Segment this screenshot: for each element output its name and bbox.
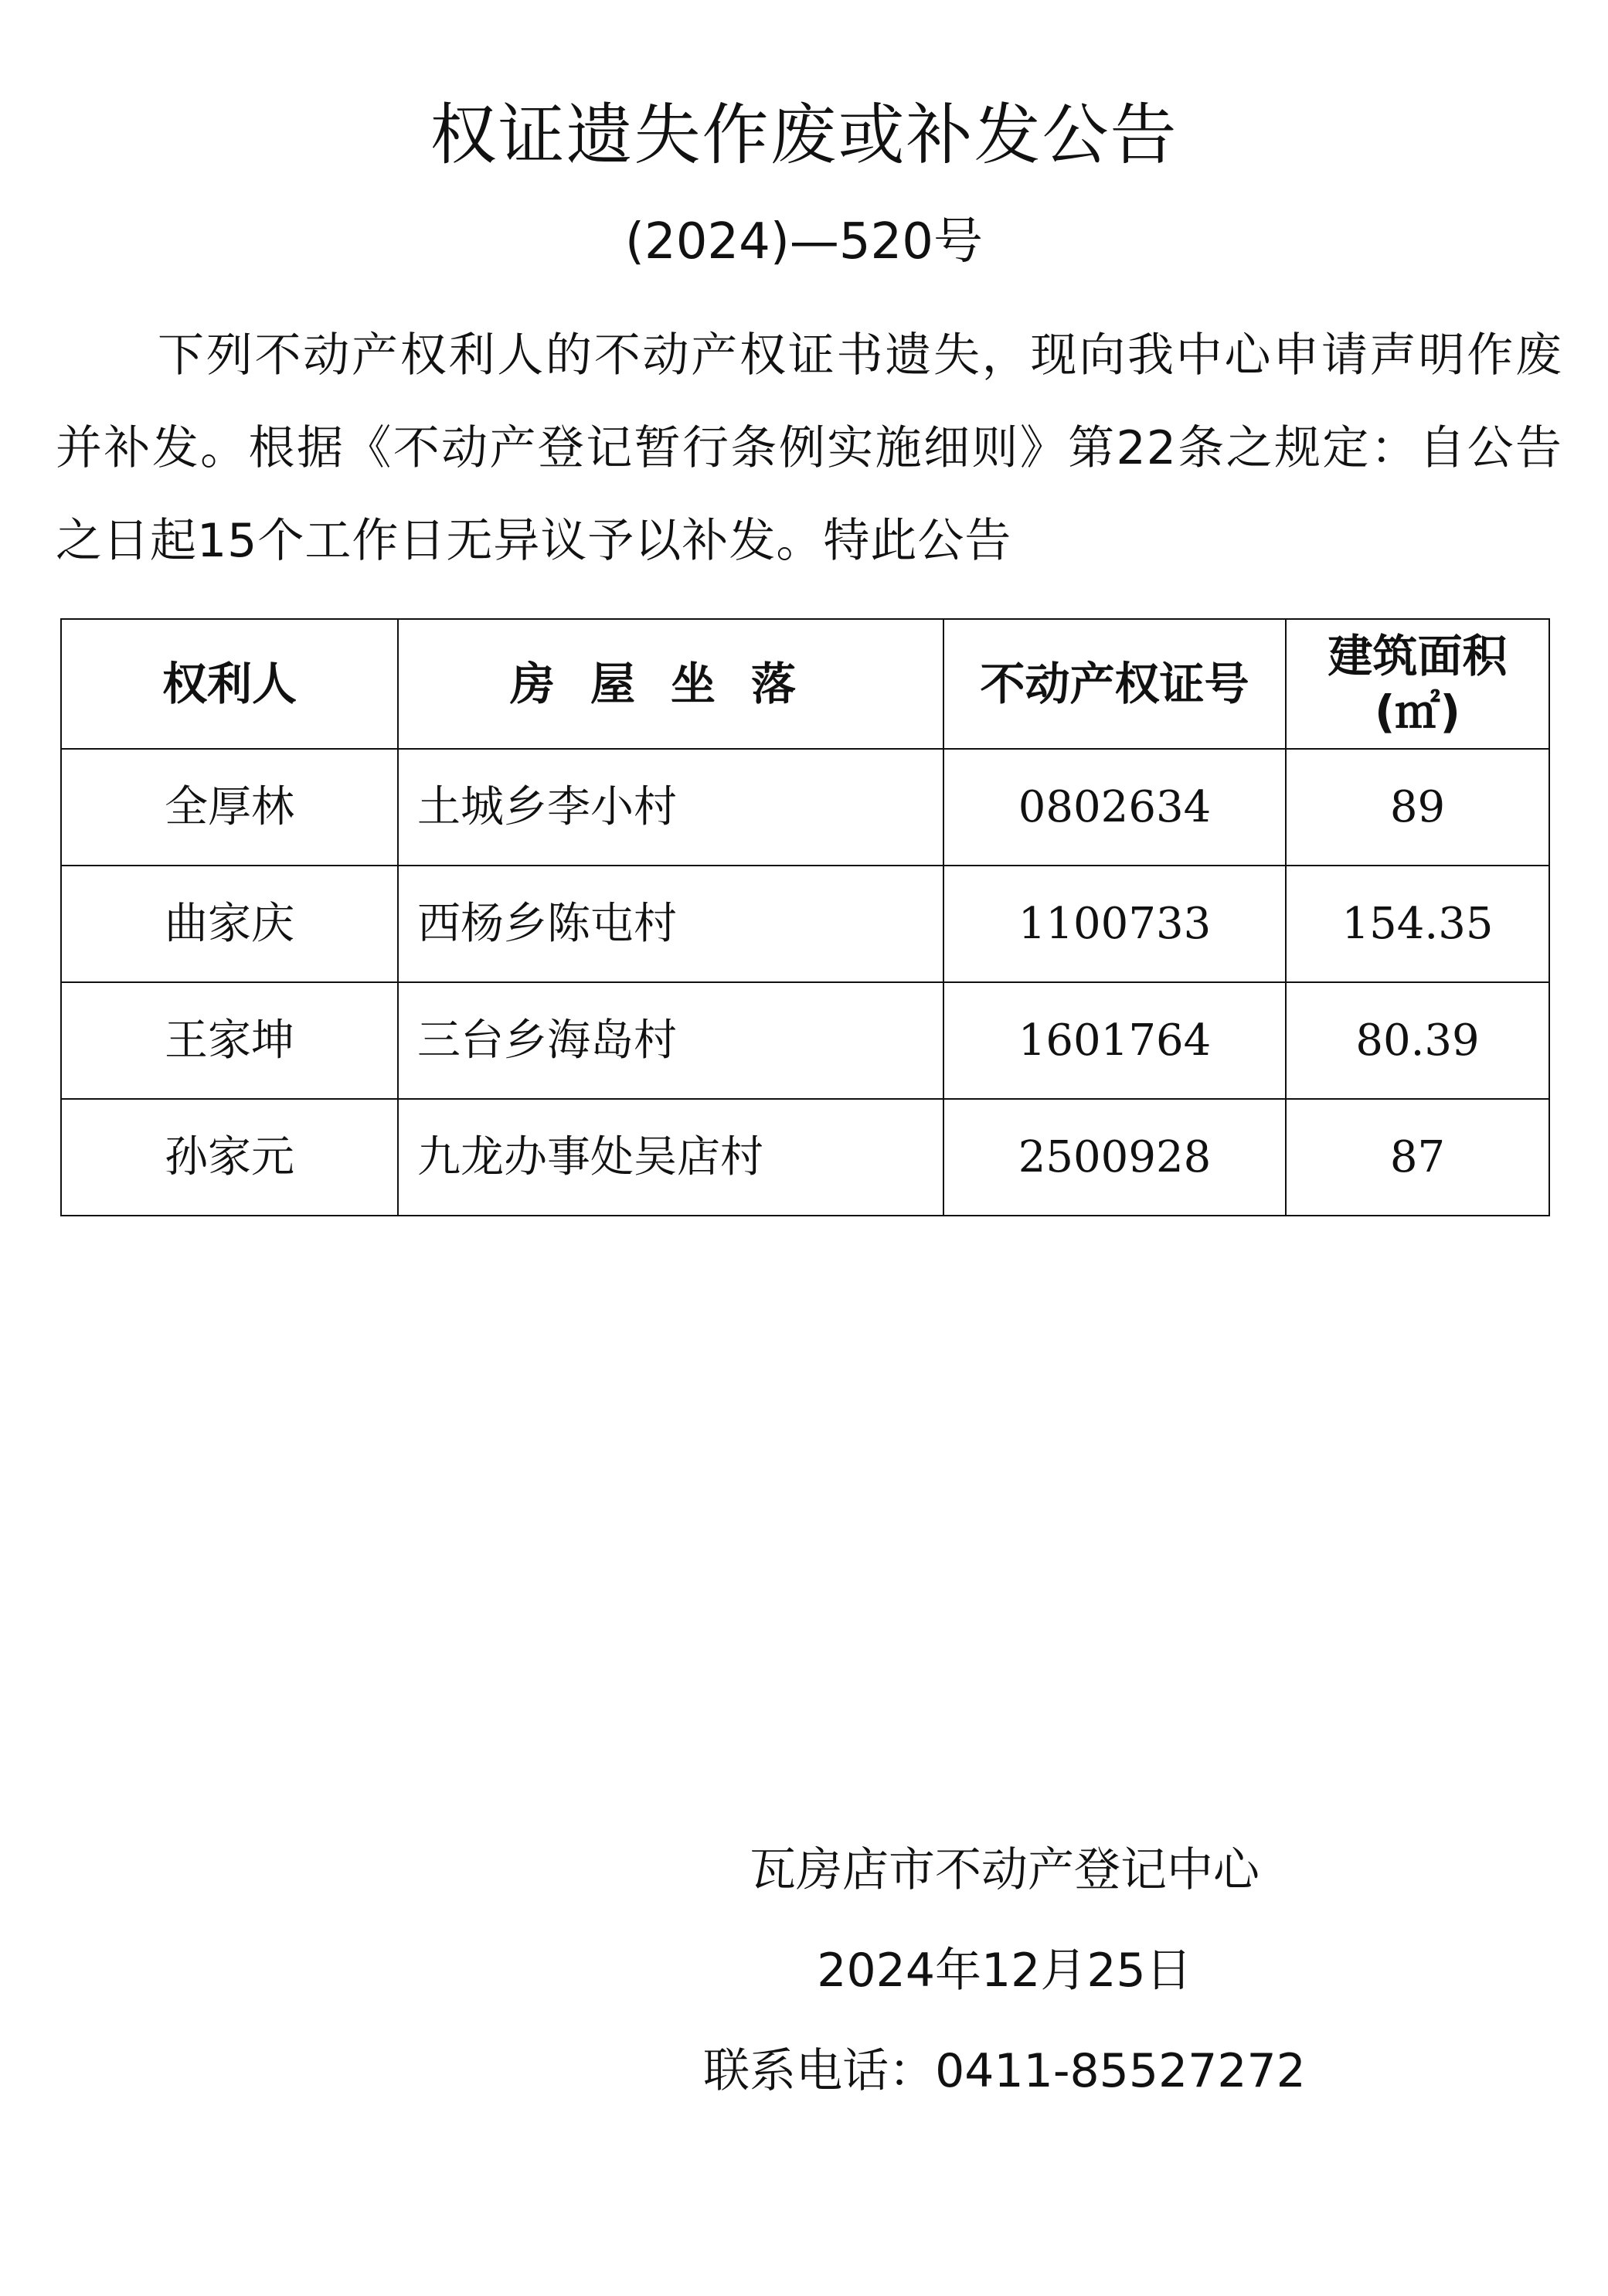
header-location-label: 房屋坐落 xyxy=(509,658,831,710)
cert-no-cell: 0802634 xyxy=(943,749,1286,866)
table-row xyxy=(61,749,1549,866)
area-cell: 89 xyxy=(1286,749,1549,866)
table-row xyxy=(61,982,1549,1099)
location-cell: 西杨乡陈屯村 xyxy=(398,866,943,982)
area-cell: 154.35 xyxy=(1286,866,1549,982)
location-cell: 三台乡海岛村 xyxy=(398,982,943,1099)
contact-phone: 联系电话：0411-85527272 xyxy=(703,2044,1306,2098)
header-area xyxy=(1286,619,1549,749)
location-cell: 九龙办事处吴店村 xyxy=(398,1099,943,1216)
table-row xyxy=(61,1099,1549,1216)
cert-no-cell: 1100733 xyxy=(943,866,1286,982)
owner-cell: 孙家元 xyxy=(61,1099,398,1216)
table-row xyxy=(61,866,1549,982)
owner-cell: 曲家庆 xyxy=(61,866,398,982)
header-location xyxy=(398,619,943,749)
document-title: 权证遗失作废或补发公告 xyxy=(430,97,1178,174)
table-header-row xyxy=(61,619,1549,749)
area-cell: 80.39 xyxy=(1286,982,1549,1099)
header-area-line1: 建筑面积 xyxy=(1328,630,1508,682)
owner-cell: 王家坤 xyxy=(61,982,398,1099)
owner-cell: 全厚林 xyxy=(61,749,398,866)
notice-body: 下列不动产权利人的不动产权证书遗失，现向我中心申请声明作废并补发。根据《不动产登记暂行条例实施细则》第22条之规定：自公告之日起15个工作日无异议予以补发。特此公告 xyxy=(56,328,1562,568)
lost-certificate-table xyxy=(60,618,1550,1216)
area-cell: 87 xyxy=(1286,1099,1549,1216)
issue-date: 2024年12月25日 xyxy=(817,1944,1192,1998)
issuing-organization: 瓦房店市不动产登记中心 xyxy=(750,1843,1260,1897)
cert-no-cell: 2500928 xyxy=(943,1099,1286,1216)
location-cell: 土城乡李小村 xyxy=(398,749,943,866)
cert-no-cell: 1601764 xyxy=(943,982,1286,1099)
header-cert-no: 不动产权证号 xyxy=(943,619,1286,749)
header-area-line2: (㎡) xyxy=(1374,685,1461,738)
header-owner: 权利人 xyxy=(61,619,398,749)
document-number: (2024)—520号 xyxy=(625,213,983,270)
